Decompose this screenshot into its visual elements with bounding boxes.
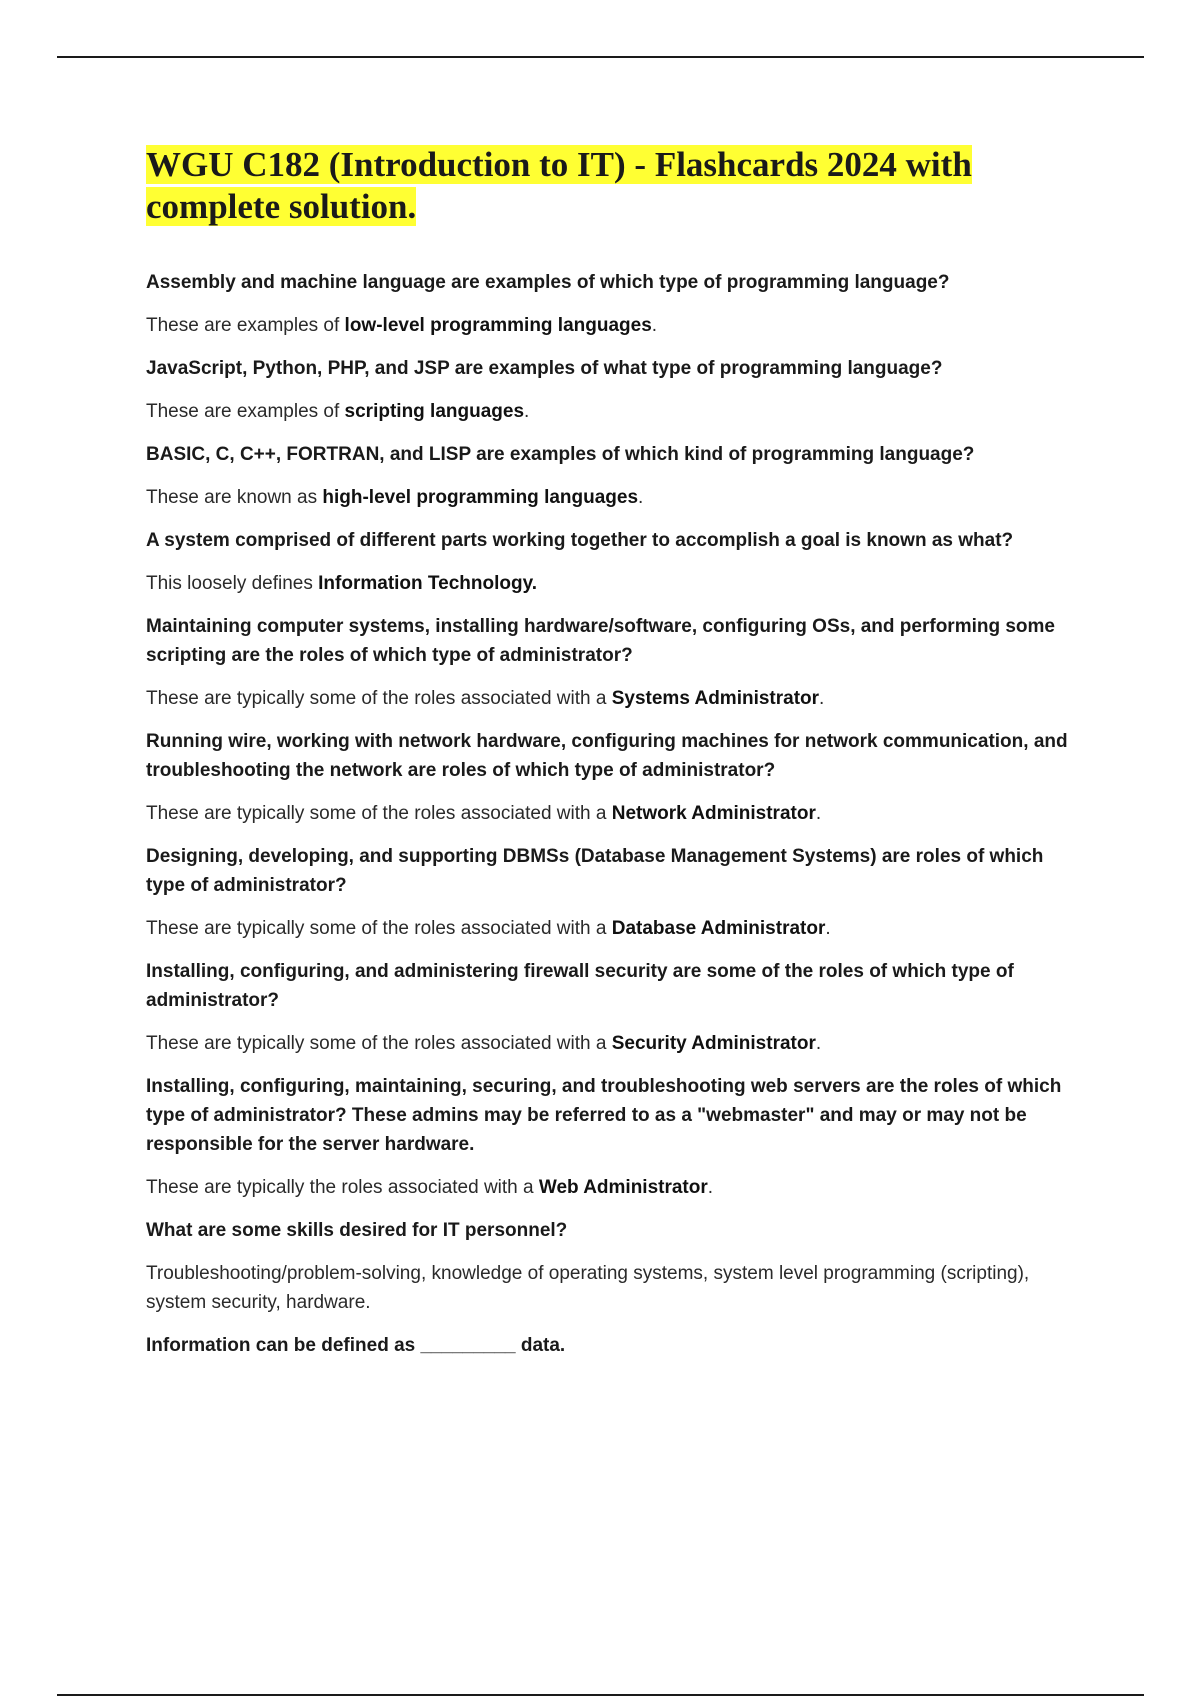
- answer-text: These are typically some of the roles associated with a: [146, 1033, 612, 1054]
- answer-text: These are typically the roles associated with a: [146, 1177, 539, 1198]
- flashcard: [146, 957, 1086, 1058]
- flashcard-question: Information can be defined as _________ data.: [146, 1335, 566, 1356]
- flashcard-list: [146, 268, 1086, 1317]
- flashcard-answer: [146, 684, 1086, 713]
- flashcard-question: What are some skills desired for IT personnel?: [146, 1220, 568, 1241]
- flashcard-question: Maintaining computer systems, installing hardware/software, configuring OSs, and performing some scripting are the roles of which type of administrator?: [146, 616, 1055, 666]
- top-rule: [57, 56, 1144, 58]
- flashcard: [146, 1072, 1086, 1202]
- flashcard-answer: [146, 397, 1086, 426]
- flashcard-question: Installing, configuring, and administering firewall security are some of the roles of which type of administrator?: [146, 961, 1014, 1011]
- flashcard-answer: [146, 914, 1086, 943]
- answer-text: This loosely defines: [146, 573, 319, 594]
- answer-punctuation: .: [707, 1177, 714, 1198]
- flashcard: [146, 268, 1086, 340]
- answer-text: These are examples of: [146, 315, 345, 336]
- flashcard: [146, 440, 1086, 512]
- answer-punctuation: .: [815, 803, 822, 824]
- answer-text: These are typically some of the roles associated with a: [146, 803, 612, 824]
- answer-term: Systems Administrator: [611, 688, 820, 709]
- answer-term: scripting languages: [344, 401, 525, 422]
- answer-text: These are examples of: [146, 401, 345, 422]
- flashcard: [146, 842, 1086, 943]
- flashcard: [146, 612, 1086, 713]
- flashcard-question: Assembly and machine language are examples of which type of programming language?: [146, 272, 950, 293]
- flashcard: [146, 354, 1086, 426]
- answer-term: Security Administrator: [611, 1033, 816, 1054]
- flashcard-answer: [146, 311, 1086, 340]
- answer-punctuation: .: [819, 688, 825, 709]
- answer-text: Troubleshooting/problem-solving, knowledge of operating systems, system level programming (scripting), system security, hardware.: [146, 1263, 1030, 1313]
- document-title: [146, 144, 1086, 228]
- answer-text: These are known as: [146, 487, 323, 508]
- answer-punctuation: .: [638, 487, 644, 508]
- answer-term: Web Administrator: [538, 1177, 708, 1198]
- answer-punctuation: .: [825, 918, 831, 939]
- answer-term: Information Technology.: [318, 573, 537, 594]
- flashcard-answer: [146, 1173, 1086, 1202]
- flashcard-question: BASIC, C, C++, FORTRAN, and LISP are examples of which kind of programming language?: [146, 444, 975, 465]
- flashcard-answer: [146, 569, 1086, 598]
- answer-punctuation: .: [524, 401, 530, 422]
- flashcard-answer: [146, 1259, 1086, 1317]
- flashcard-question: Running wire, working with network hardware, configuring machines for network communication, and troubleshooting the network are roles of which type of administrator?: [146, 731, 1068, 781]
- bottom-rule: [57, 1694, 1144, 1696]
- answer-text: These are typically some of the roles associated with a: [146, 918, 612, 939]
- answer-term: low-level programming languages: [344, 315, 652, 336]
- answer-term: high-level programming languages: [322, 487, 639, 508]
- document-body: [146, 144, 1086, 1374]
- answer-term: Database Administrator: [611, 918, 826, 939]
- document-title-text: WGU C182 (Introduction to IT) - Flashcards 2024 with complete solution.: [146, 145, 972, 226]
- answer-punctuation: .: [815, 1033, 822, 1054]
- flashcard: [146, 1216, 1086, 1317]
- answer-text: These are typically some of the roles associated with a: [146, 688, 612, 709]
- flashcard-answer: [146, 1029, 1086, 1058]
- flashcard: [146, 526, 1086, 598]
- flashcard-question: Installing, configuring, maintaining, securing, and troubleshooting web servers are the roles of which type of administrator? These admins may be referred to as a "webmaster" and may or may not be responsible for the server hardware.: [146, 1076, 1062, 1155]
- flashcard-answer: [146, 483, 1086, 512]
- flashcard: [146, 727, 1086, 828]
- flashcard-question: Designing, developing, and supporting DBMSs (Database Management Systems) are roles of which type of administrator?: [146, 846, 1044, 896]
- flashcard-answer: [146, 799, 1086, 828]
- answer-punctuation: .: [651, 315, 658, 336]
- answer-term: Network Administrator: [611, 803, 816, 824]
- flashcard-question: A system comprised of different parts working together to accomplish a goal is known as what?: [146, 530, 1014, 551]
- flashcard-question: JavaScript, Python, PHP, and JSP are examples of what type of programming language?: [146, 358, 943, 379]
